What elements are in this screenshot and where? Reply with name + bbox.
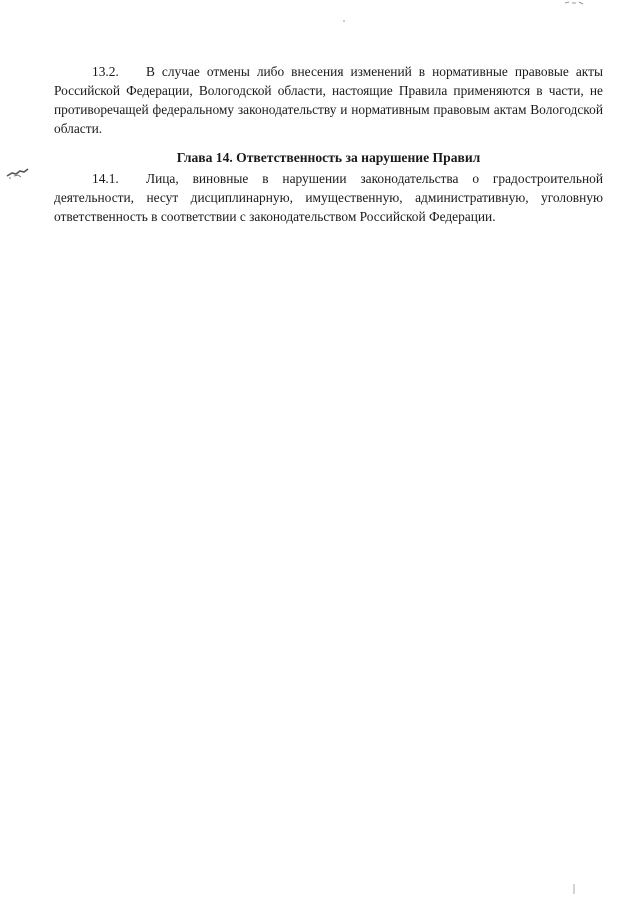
scan-corner-mark xyxy=(563,0,585,6)
paragraph-14-1 xyxy=(54,169,603,226)
chapter-heading: Глава 14. Ответственность за нарушение Правил xyxy=(176,150,481,165)
paragraph-text: Лица, виновные в нарушении законодательства о градостроительной деятельности, несут дисциплинарную, имущественную, административную, уголовную ответственность в соответствии с законодательством Российской Федерации. xyxy=(54,171,603,224)
scan-speck xyxy=(343,20,345,22)
scan-smudge-mark xyxy=(4,166,30,180)
document-body xyxy=(54,62,603,226)
paragraph-number: 14.1. xyxy=(92,171,119,186)
paragraph-number: 13.2. xyxy=(92,64,119,79)
paragraph-text: В случае отмены либо внесения изменений в нормативные правовые акты Российской Федерации, Вологодской области, настоящие Правила применяются в части, не противоречащей федеральному законодательству и нормативным правовым актам Вологодской области. xyxy=(54,64,603,136)
scan-bottom-mark xyxy=(569,882,579,896)
paragraph-13-2 xyxy=(54,62,603,138)
